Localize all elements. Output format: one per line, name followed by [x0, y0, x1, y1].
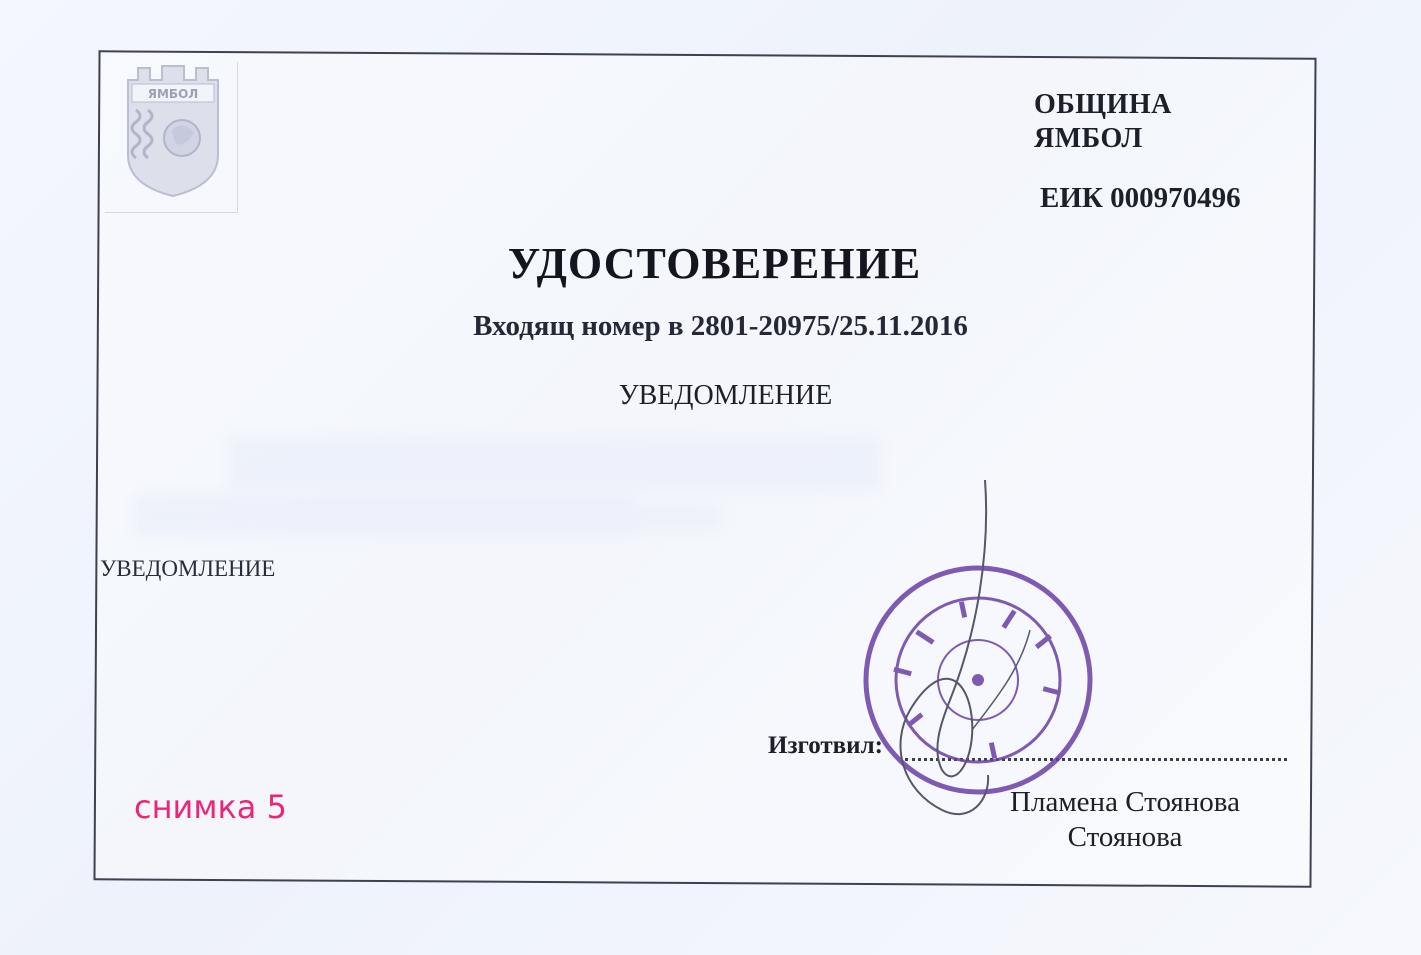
signer-name-line2: Стоянова	[1067, 821, 1183, 853]
svg-text:ЯМБОЛ: ЯМБОЛ	[147, 87, 199, 101]
handwritten-signature	[880, 470, 1080, 850]
notice-heading: УВЕДОМЛЕНИЕ	[618, 380, 833, 411]
eik-number: ЕИК 000970496	[1040, 182, 1241, 214]
document-title: УДОСТОВЕРЕНИЕ	[507, 239, 922, 288]
redacted-area	[230, 438, 880, 490]
signer-name-line1: Пламена Стоянова	[1010, 786, 1240, 818]
photo-caption: снимка 5	[134, 788, 287, 826]
incoming-number: Входящ номер в 2801-20975/25.11.2016	[473, 310, 968, 342]
redacted-area	[300, 505, 720, 529]
yambol-coat-of-arms-icon	[118, 60, 228, 200]
organization-line2: ЯМБОЛ	[1034, 123, 1143, 154]
organization-line1: ОБЩИНА	[1034, 89, 1172, 120]
notice-label: УВЕДОМЛЕНИЕ	[100, 556, 276, 581]
organization-name	[1034, 88, 1172, 156]
prepared-by-label: Изготвил:	[768, 732, 883, 759]
